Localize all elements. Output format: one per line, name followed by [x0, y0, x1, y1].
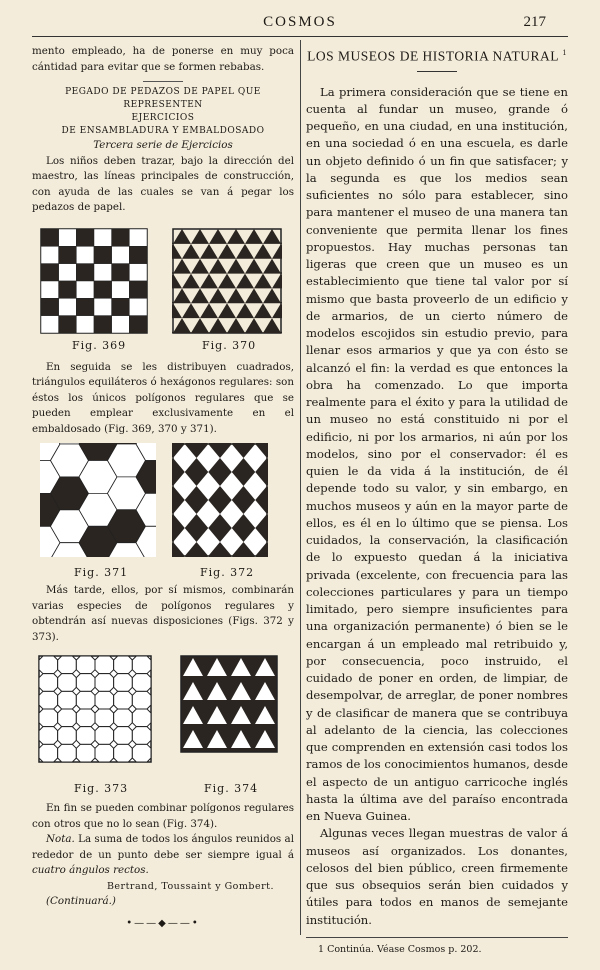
checker-square	[129, 281, 147, 298]
checker-square	[76, 263, 94, 280]
checker-square	[129, 298, 147, 315]
octagon-tile	[132, 709, 151, 727]
triangle-tile	[227, 288, 245, 303]
triangle-tile	[182, 303, 200, 318]
checker-square	[94, 263, 112, 280]
triangle-tile	[218, 273, 236, 288]
footnote-rule	[306, 937, 568, 938]
triangle-tile	[272, 303, 282, 318]
figure-370-triangles	[172, 228, 282, 334]
triangle-tile	[173, 258, 191, 273]
triangle-tile	[191, 288, 209, 303]
octagon-tile	[132, 691, 151, 709]
footnote: 1 Continúa. Véase Cosmos p. 202.	[318, 943, 482, 955]
intro-text: mento empleado, ha de ponerse en muy poca cántidad para evitar que se formen rebabas.	[32, 45, 294, 73]
checker-square	[59, 229, 77, 246]
triangle-tile	[209, 258, 227, 273]
octagon-tile	[76, 691, 95, 709]
octagon-tile	[39, 709, 58, 727]
section-divider	[143, 81, 183, 82]
caption-fig-371: Fig. 371	[74, 566, 129, 579]
triangle-tile	[182, 243, 200, 258]
page-header	[0, 14, 600, 34]
checker-square	[94, 281, 112, 298]
checker-square	[76, 246, 94, 263]
octagon-tile	[114, 674, 133, 692]
octagon-tile	[95, 674, 114, 692]
article-title-text: LOS MUSEOS DE HISTORIA NATURAL	[307, 48, 559, 64]
octagon-tile	[76, 709, 95, 727]
triangle-tile	[173, 229, 191, 244]
octagon-tile	[132, 744, 151, 762]
checker-square	[129, 315, 147, 332]
journal-title: COSMOS	[263, 14, 337, 30]
triangle-tile	[209, 318, 227, 333]
checker-square	[76, 298, 94, 315]
figure-row-3	[32, 655, 294, 801]
right-column	[306, 44, 568, 955]
checker-square	[59, 263, 77, 280]
triangle-tile	[245, 258, 263, 273]
triangle-tile	[263, 229, 281, 244]
octagon-tile	[95, 656, 114, 674]
triangle-tile	[191, 258, 209, 273]
octagon-tile	[114, 727, 133, 745]
triangle-tile	[182, 273, 200, 288]
octagon-tile	[132, 727, 151, 745]
triangle-tile	[191, 229, 209, 244]
note-text: La suma de todos los ángulos reunidos al rededor de un punto debe ser siempre igual á	[32, 833, 294, 861]
article-title	[306, 48, 568, 65]
octagon-tile	[114, 691, 133, 709]
octagon-tile	[76, 727, 95, 745]
octagon-tile	[58, 674, 77, 692]
triangle-tile	[173, 288, 191, 303]
series-title: Tercera serie de Ejercicios	[93, 139, 233, 151]
octagon-tile	[76, 656, 95, 674]
caption-fig-369: Fig. 369	[72, 338, 127, 352]
paragraph-2: En seguida se les distribuyen cuadrados, triángulos equiláteros ó hexágonos regulares: son éstos los únicos polígonos regulares que se pueden emplear exclusivamente en el embaldosado (Fig. 369, 370 y 371).	[32, 360, 294, 435]
checker-square	[94, 229, 112, 246]
triangle-tile	[263, 318, 281, 333]
triangle-tile	[200, 273, 218, 288]
figure-row-2	[32, 443, 294, 579]
triangle-tile	[227, 318, 245, 333]
checker-square	[41, 229, 59, 246]
checker-square	[76, 315, 94, 332]
paragraph-4: En fin se pueden combinar polígonos regulares con otros que no lo sean (Fig. 374).	[32, 802, 294, 830]
octagon-tile	[76, 674, 95, 692]
triangle-tile	[209, 229, 227, 244]
triangle-tile	[245, 229, 263, 244]
octagon-tile	[76, 744, 95, 762]
caption-fig-374: Fig. 374	[204, 782, 259, 795]
article-paragraph-1: La primera consideración que se tiene en cuenta al fundar un museo, grande ó pequeño, en una ciudad, en una institución, en una sociedad ó en una escuela, es darle un objeto definido ó un fin que satisfacer; y la segunda es que los medios sean suficientes no sólo para establecer, sino para mantener el museo de una manera tan conveniente que permita llenar los fines propuestos. Hay muchas personas tan ligeras que creen que un museo es un establecimiento que tiene tal valor por sí mismo que basta proveerlo de un edificio y de armarios, de un cierto número de modelos escojidos sin estudio previo, para llenar esos armarios y que ya con ésto se alcanzó el fin: la verdad es que entonces la obra ha comenzado. Lo que importa realmente para el éxito y para la utilidad de un museo no está constituido ni por el edificio, ni por los armarios, ni aún por los modelos, sino por el conservador: él es quien le da vida á la institución, de él depende todo su valor, y sin embargo, en muchos museos y aún en la mayor parte de ellos, es él en lo último que se piensa. Los cuidados, la conservación, la clasificación de lo expuesto quedan á la iniciativa privada (excelente, con frecuencia para las colecciones particulares y para un tiempo limitado, pero siempre insuficientes para una organización permanente) ó bien se le encargan á un empleado mal retribuido y, por consecuencia, poco instruido, el cuidado de poner en orden, de limpiar, de desempolvar, de arreglar, de poner nombres y de clasificar de manera que se contribuya al adelanto de la ciencia, las colecciones que comprenden en extensión casi todos los ramos de los conocimientos humanos, desde el aspecto de un antiguo carricoche inglés hasta la última ave del paraíso encontrada en Nueva Guinea.	[306, 84, 568, 823]
note-paragraph	[32, 832, 294, 879]
checker-square	[59, 281, 77, 298]
checker-square	[112, 298, 130, 315]
octagon-tile	[58, 691, 77, 709]
checker-square	[112, 246, 130, 263]
octagon-tile	[58, 709, 77, 727]
checker-square	[41, 298, 59, 315]
checker-square	[112, 315, 130, 332]
triangle-tile	[173, 318, 191, 333]
octagon-tile	[95, 709, 114, 727]
triangle-tile	[218, 243, 236, 258]
header-rule	[32, 36, 568, 37]
triangle-tile	[263, 288, 281, 303]
note-label: Nota.	[46, 833, 75, 845]
triangle-tile	[236, 243, 254, 258]
checker-square	[94, 298, 112, 315]
octagon-tile	[132, 656, 151, 674]
checker-square	[129, 246, 147, 263]
figure-373-octagons	[38, 655, 152, 763]
left-column	[32, 44, 294, 931]
checker-square	[76, 229, 94, 246]
triangle-tile	[200, 243, 218, 258]
octagon-tile	[95, 691, 114, 709]
triangle-tile	[218, 303, 236, 318]
figure-372-diamonds	[172, 443, 268, 557]
triangle-tile	[245, 318, 263, 333]
triangle-tile	[254, 273, 272, 288]
triangle-tile	[236, 273, 254, 288]
octagon-tile	[39, 656, 58, 674]
octagon-tile	[114, 744, 133, 762]
triangle-tile	[209, 288, 227, 303]
checker-square	[94, 315, 112, 332]
triangle-tile	[200, 303, 218, 318]
checker-square	[112, 263, 130, 280]
checker-square	[129, 263, 147, 280]
column-divider	[300, 40, 301, 935]
checker-square	[112, 281, 130, 298]
triangle-tile	[272, 273, 282, 288]
section-title-3: DE ENSAMBLADURA Y EMBALDOSADO	[61, 126, 265, 136]
triangle-tile	[172, 303, 182, 318]
octagon-tile	[114, 656, 133, 674]
checker-square	[59, 246, 77, 263]
octagon-tile	[39, 727, 58, 745]
checker-square	[129, 229, 147, 246]
checker-square	[94, 246, 112, 263]
triangle-tile	[263, 258, 281, 273]
triangle-tile	[172, 273, 182, 288]
checker-square	[59, 315, 77, 332]
checker-square	[76, 281, 94, 298]
triangle-tile	[227, 258, 245, 273]
octagon-tile	[114, 709, 133, 727]
caption-fig-373: Fig. 373	[74, 782, 129, 795]
figure-371-hexagons	[40, 443, 156, 557]
octagon-tile	[95, 727, 114, 745]
article-paragraph-2: Algunas veces llegan muestras de valor á museos así organizados. Los donantes, celosos del bien público, creen firmemente que sus obsequios serán bien cuidados y útiles para todos en manos de semejante institución.	[306, 826, 568, 927]
page-number: 217	[523, 14, 546, 30]
signature: Bertrand, Toussaint y Gombert.	[106, 880, 274, 892]
caption-fig-372: Fig. 372	[200, 566, 255, 579]
octagon-tile	[58, 744, 77, 762]
checker-square	[41, 315, 59, 332]
title-rule	[417, 71, 457, 72]
ornament-divider: •——◆——•	[126, 917, 200, 929]
figure-374-stars	[180, 655, 278, 753]
paragraph-1: Los niños deben trazar, bajo la dirección del maestro, las líneas principales de construcción, con ayuda de las cuales se van á pegar los pedazos de papel.	[32, 154, 294, 213]
octagon-tile	[95, 744, 114, 762]
checker-square	[41, 281, 59, 298]
note-italic: cuatro ángulos rectos.	[32, 864, 149, 876]
continued-note: (Continuará.)	[46, 895, 116, 907]
section-title-1: PEGADO DE PEDAZOS DE PAPEL QUE REPRESENTEN	[65, 87, 261, 110]
figure-369-checkerboard	[40, 228, 148, 334]
octagon-tile	[58, 727, 77, 745]
section-title-2: EJERCICIOS	[131, 113, 195, 123]
triangle-tile	[254, 243, 272, 258]
checker-square	[112, 229, 130, 246]
triangle-tile	[236, 303, 254, 318]
triangle-tile	[191, 318, 209, 333]
octagon-tile	[39, 744, 58, 762]
triangle-tile	[272, 243, 282, 258]
title-footnote-mark: 1	[562, 48, 567, 57]
figure-row-1	[32, 228, 294, 360]
octagon-tile	[39, 691, 58, 709]
checker-square	[41, 263, 59, 280]
triangle-tile	[227, 229, 245, 244]
triangle-tile	[245, 288, 263, 303]
checker-square	[41, 246, 59, 263]
octagon-tile	[132, 674, 151, 692]
octagon-tile	[58, 656, 77, 674]
paragraph-3: Más tarde, ellos, por sí mismos, combinarán varias especies de polígonos regulares y obtendrán así nuevas disposiciones (Figs. 372 y 373).	[32, 584, 294, 643]
caption-fig-370: Fig. 370	[202, 338, 257, 352]
triangle-tile	[254, 303, 272, 318]
octagon-tile	[39, 674, 58, 692]
checker-square	[59, 298, 77, 315]
triangle-tile	[172, 243, 182, 258]
